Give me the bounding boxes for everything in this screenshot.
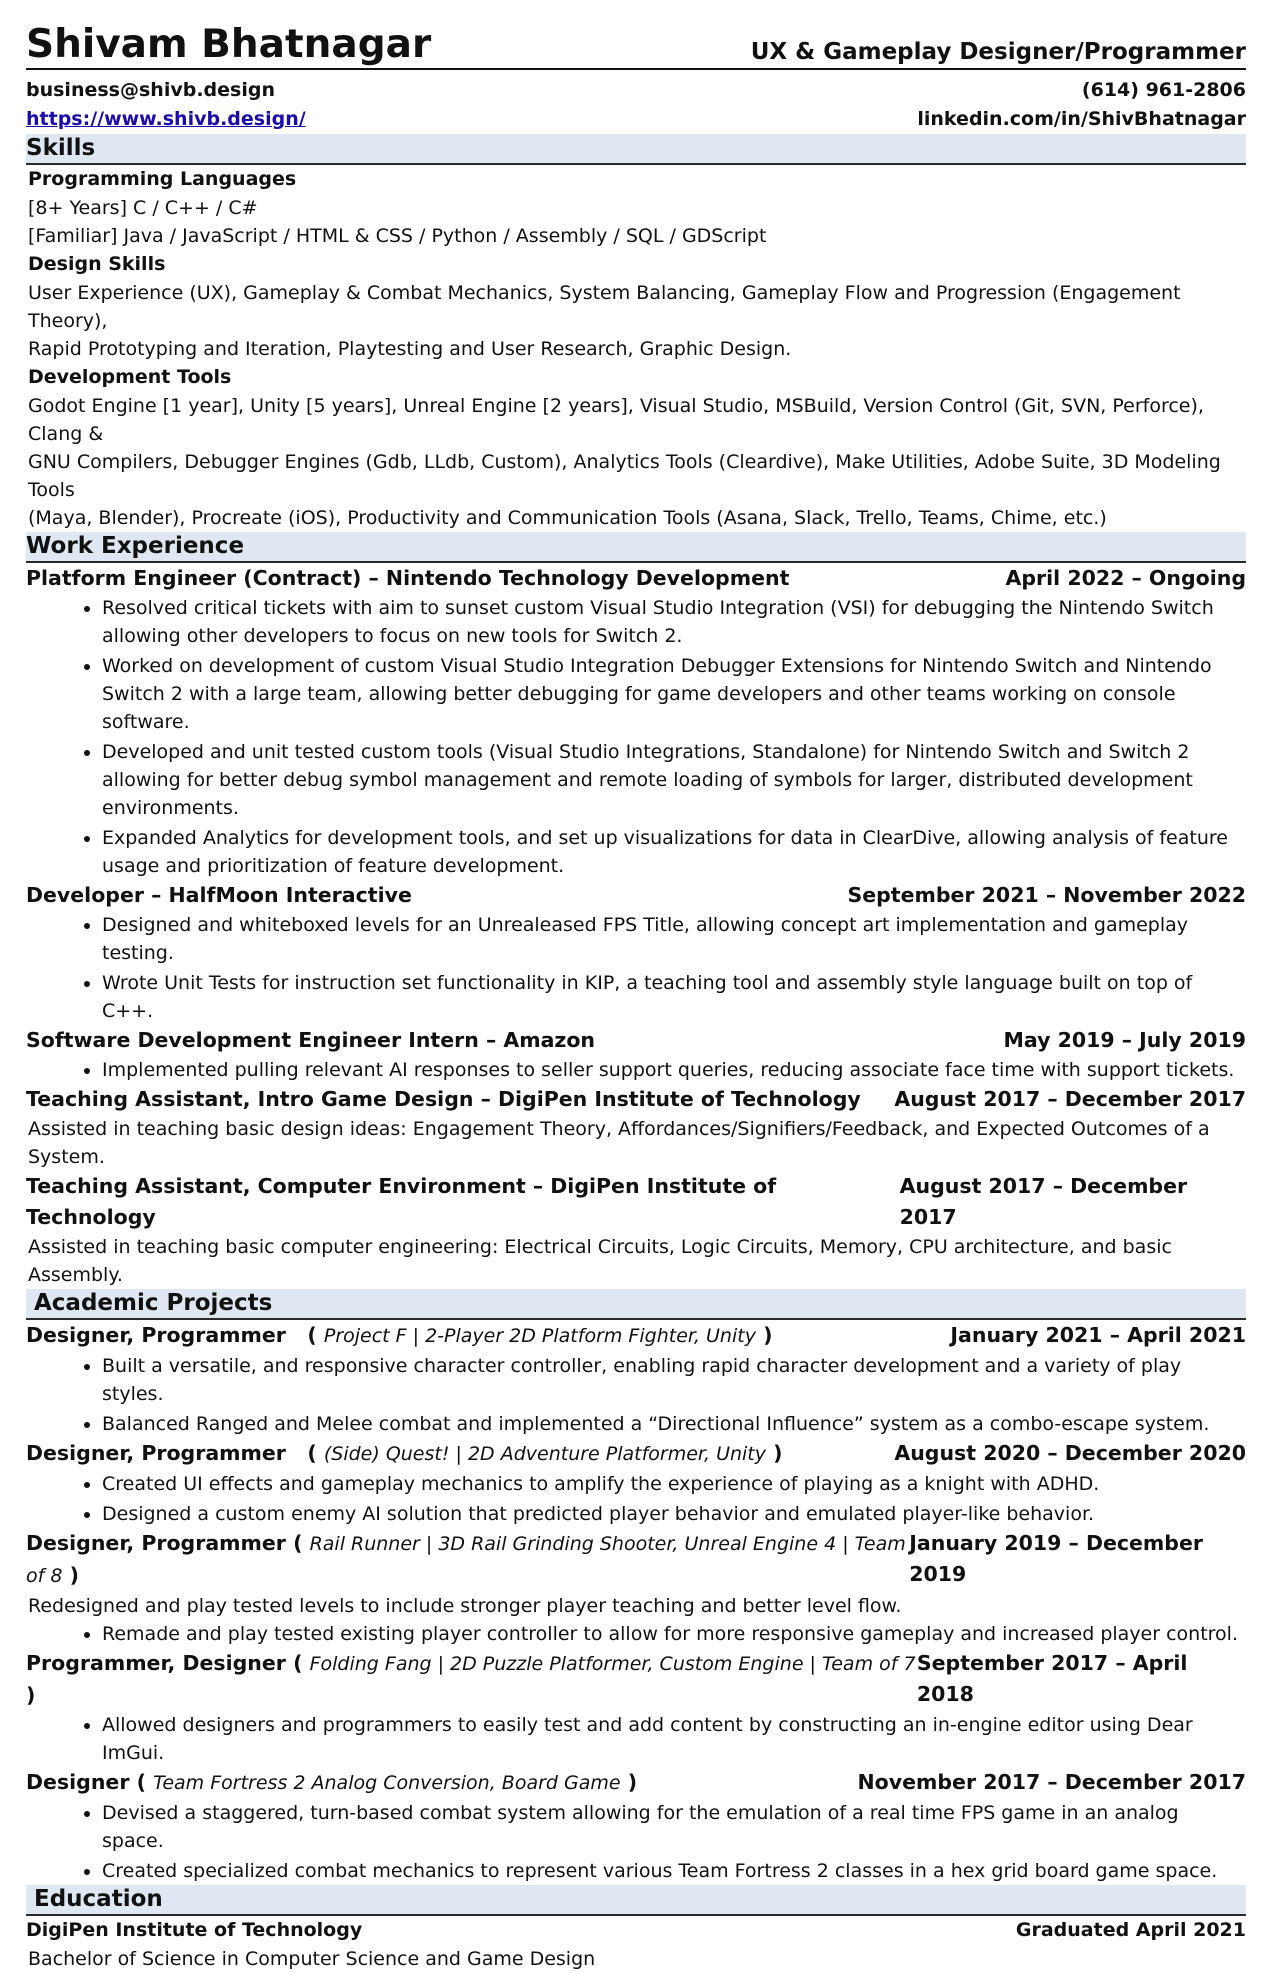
bullet-item: • Designed a custom enemy AI solution that predicted player behavior and emulated player-like behavior. [102, 1500, 1246, 1528]
skills-prog-line: [Familiar] Java / JavaScript / HTML & CSS / Python / Assembly / SQL / GDScript [28, 225, 767, 247]
job-title: Software Development Engineer Intern – Amazon [26, 1028, 596, 1052]
skills-tools-line: Godot Engine [1 year], Unity [5 years], Unreal Engine [2 years], Visual Studio, MSBuild, Version Control (Git, SVN, Perforce), Clang & [28, 395, 1204, 445]
project-header [26, 1438, 1246, 1470]
bullet-item: • Created specialized combat mechanics to represent various Team Fortress 2 classes in a hex grid board game space. [102, 1857, 1246, 1885]
bullet-item: • Created UI effects and gameplay mechanics to amplify the experience of playing as a knight with ADHD. [102, 1470, 1246, 1498]
project-bullets [26, 1470, 1246, 1528]
bullet-item: • Allowed designers and programmers to easily test and add content by constructing an in-engine editor using Dear ImGui. [102, 1711, 1246, 1767]
project-dates: January 2019 – December 2019 [909, 1531, 1203, 1586]
bullet-item: • Devised a staggered, turn-based combat system allowing for the emulation of a real time FPS game in an analog space. [102, 1799, 1246, 1855]
project-description: Redesigned and play tested levels to include stronger player teaching and better level flow. [28, 1595, 902, 1617]
candidate-name: Shivam Bhatnagar [26, 22, 432, 67]
job-dates: May 2019 – July 2019 [1003, 1028, 1246, 1052]
job-title: Teaching Assistant, Intro Game Design – DigiPen Institute of Technology [26, 1087, 861, 1111]
job-description: Assisted in teaching basic computer engineering: Electrical Circuits, Logic Circuits, Memory, CPU architecture, and basic Assembly. [28, 1236, 1172, 1286]
project-desc: Team Fortress 2 Analog Conversion, Board Game [153, 1772, 621, 1794]
project-title [26, 1320, 772, 1352]
project-header [26, 1648, 1246, 1711]
section-heading-work: Work Experience [26, 532, 1246, 563]
skills-prog-heading: Programming Languages [28, 168, 297, 190]
skills-tools-heading: Development Tools [28, 366, 232, 388]
linkedin: linkedin.com/in/ShivBhatnagar [917, 108, 1246, 130]
paren-close: ) [26, 1683, 36, 1707]
project-bullets [26, 1620, 1246, 1648]
job-title: Teaching Assistant, Computer Environment – DigiPen Institute of Technology [26, 1174, 777, 1229]
project-role: Programmer, Designer [26, 1651, 286, 1675]
job-title: Platform Engineer (Contract) – Nintendo Technology Development [26, 566, 790, 590]
bullet-item: • Remade and play tested existing player controller to allow for more responsive gameplay and increased player control. [102, 1620, 1246, 1648]
paren-close: ) [773, 1441, 783, 1465]
bullet-item: • Built a versatile, and responsive character controller, enabling rapid character development and a variety of play styles. [102, 1352, 1246, 1408]
project-title [26, 1438, 783, 1470]
email: business@shivb.design [26, 79, 275, 101]
bullet-item: • Balanced Ranged and Melee combat and implemented a “Directional Influence” system as a combo-escape system. [102, 1410, 1246, 1438]
skills-design-line: Rapid Prototyping and Iteration, Playtesting and User Research, Graphic Design. [28, 338, 792, 360]
project-title [26, 1767, 637, 1799]
project-bullets [26, 1352, 1246, 1438]
job-dates: April 2022 – Ongoing [1005, 566, 1246, 590]
project-desc: Project F | 2-Player 2D Platform Fighter, Unity [323, 1325, 756, 1347]
paren-open: ( [307, 1323, 317, 1347]
phone: (614) 961-2806 [1081, 79, 1246, 101]
section-heading-education: Education [26, 1885, 1246, 1916]
bullet-item: • Developed and unit tested custom tools (Visual Studio Integrations, Standalone) for Nintendo Switch and Switch 2 allowing for better debug symbol management and remote loading of symbols for larger, distributed development environments. [102, 738, 1246, 822]
job-dates: August 2017 – December 2017 [899, 1174, 1188, 1229]
project-desc: Rail Runner | 3D Rail Grinding Shooter, Unreal Engine 4 | Team of 8 [26, 1533, 906, 1587]
skills-design-line: User Experience (UX), Gameplay & Combat Mechanics, System Balancing, Gameplay Flow and Progression (Engagement Theory), [28, 282, 1181, 332]
bullet-item: • Resolved critical tickets with aim to sunset custom Visual Studio Integration (VSI) for debugging the Nintendo Switch allowing other developers to focus on new tools for Switch 2. [102, 594, 1246, 650]
bullet-item: • Designed and whiteboxed levels for an Unrealeased FPS Title, allowing concept art implementation and gameplay testing. [102, 911, 1246, 967]
project-header [26, 1528, 1246, 1592]
project-dates: November 2017 – December 2017 [857, 1770, 1246, 1794]
bullet-item: • Wrote Unit Tests for instruction set functionality in KIP, a teaching tool and assembly style language built on top of C++. [102, 969, 1246, 1025]
project-header [26, 1767, 1246, 1799]
job-header [26, 1025, 1246, 1056]
section-heading-projects: Academic Projects [26, 1289, 1246, 1320]
degree: Bachelor of Science in Computer Science and Game Design [28, 1948, 596, 1970]
project-bullets [26, 1711, 1246, 1767]
job-bullets [26, 1056, 1246, 1084]
job-dates: September 2021 – November 2022 [847, 883, 1246, 907]
paren-open: ( [136, 1770, 146, 1794]
job-dates: August 2017 – December 2017 [894, 1087, 1246, 1111]
project-title [26, 1528, 909, 1592]
project-header [26, 1320, 1246, 1352]
contact-row-2 [26, 105, 1246, 134]
job-title: Developer – HalfMoon Interactive [26, 883, 412, 907]
paren-open: ( [293, 1651, 303, 1675]
bullet-item: • Expanded Analytics for development tools, and set up visualizations for data in ClearDive, allowing analysis of feature usage and prioritization of feature development. [102, 824, 1246, 880]
project-role: Designer, Programmer [26, 1323, 286, 1347]
skills-tools-line: GNU Compilers, Debugger Engines (Gdb, LLdb, Custom), Analytics Tools (Cleardive), Make Utilities, Adobe Suite, 3D Modeling Tools [28, 451, 1221, 501]
candidate-role: UX & Gameplay Designer/Programmer [750, 39, 1246, 65]
paren-close: ) [69, 1563, 79, 1587]
job-bullets [26, 911, 1246, 1025]
project-dates: January 2021 – April 2021 [950, 1323, 1246, 1347]
bullet-item: • Implemented pulling relevant AI responses to seller support queries, reducing associate face time with support tickets. [102, 1056, 1246, 1084]
project-role: Designer, Programmer [26, 1531, 286, 1555]
job-header [26, 1084, 1246, 1115]
school-name: DigiPen Institute of Technology [26, 1919, 363, 1941]
project-dates: September 2017 – April 2018 [916, 1651, 1188, 1706]
job-header [26, 1171, 1246, 1233]
contact-row-1 [26, 76, 1246, 105]
website-link[interactable]: https://www.shivb.design/ [26, 108, 306, 130]
skills-tools-line: (Maya, Blender), Procreate (iOS), Productivity and Communication Tools (Asana, Slack, Trello, Teams, Chime, etc.) [28, 507, 1107, 529]
job-description: Assisted in teaching basic design ideas: Engagement Theory, Affordances/Signifiers/Feedback, and Expected Outcomes of a System. [28, 1118, 1210, 1168]
paren-close: ) [763, 1323, 773, 1347]
resume-header [26, 22, 1246, 70]
project-desc: Folding Fang | 2D Puzzle Platformer, Custom Engine | Team of 7 [309, 1653, 916, 1675]
project-desc: (Side) Quest! | 2D Adventure Platformer, Unity [323, 1443, 766, 1465]
project-role: Designer [26, 1770, 130, 1794]
project-dates: August 2020 – December 2020 [894, 1441, 1246, 1465]
skills-prog-line: [8+ Years] C / C++ / C# [28, 197, 258, 219]
job-header [26, 880, 1246, 911]
paren-open: ( [293, 1531, 303, 1555]
skills-design-heading: Design Skills [28, 253, 166, 275]
paren-open: ( [307, 1441, 317, 1465]
bullet-item: • Worked on development of custom Visual Studio Integration Debugger Extensions for Nintendo Switch and Nintendo Switch 2 with a large team, allowing better debugging for game developers and other teams working on console software. [102, 652, 1246, 736]
job-bullets [26, 594, 1246, 880]
project-role: Designer, Programmer [26, 1441, 286, 1465]
paren-close: ) [627, 1770, 638, 1794]
education-row [26, 1916, 1246, 1945]
job-header [26, 563, 1246, 594]
graduation-date: Graduated April 2021 [1015, 1919, 1246, 1941]
section-heading-skills: Skills [26, 134, 1246, 165]
project-title [26, 1648, 917, 1711]
project-bullets [26, 1799, 1246, 1885]
